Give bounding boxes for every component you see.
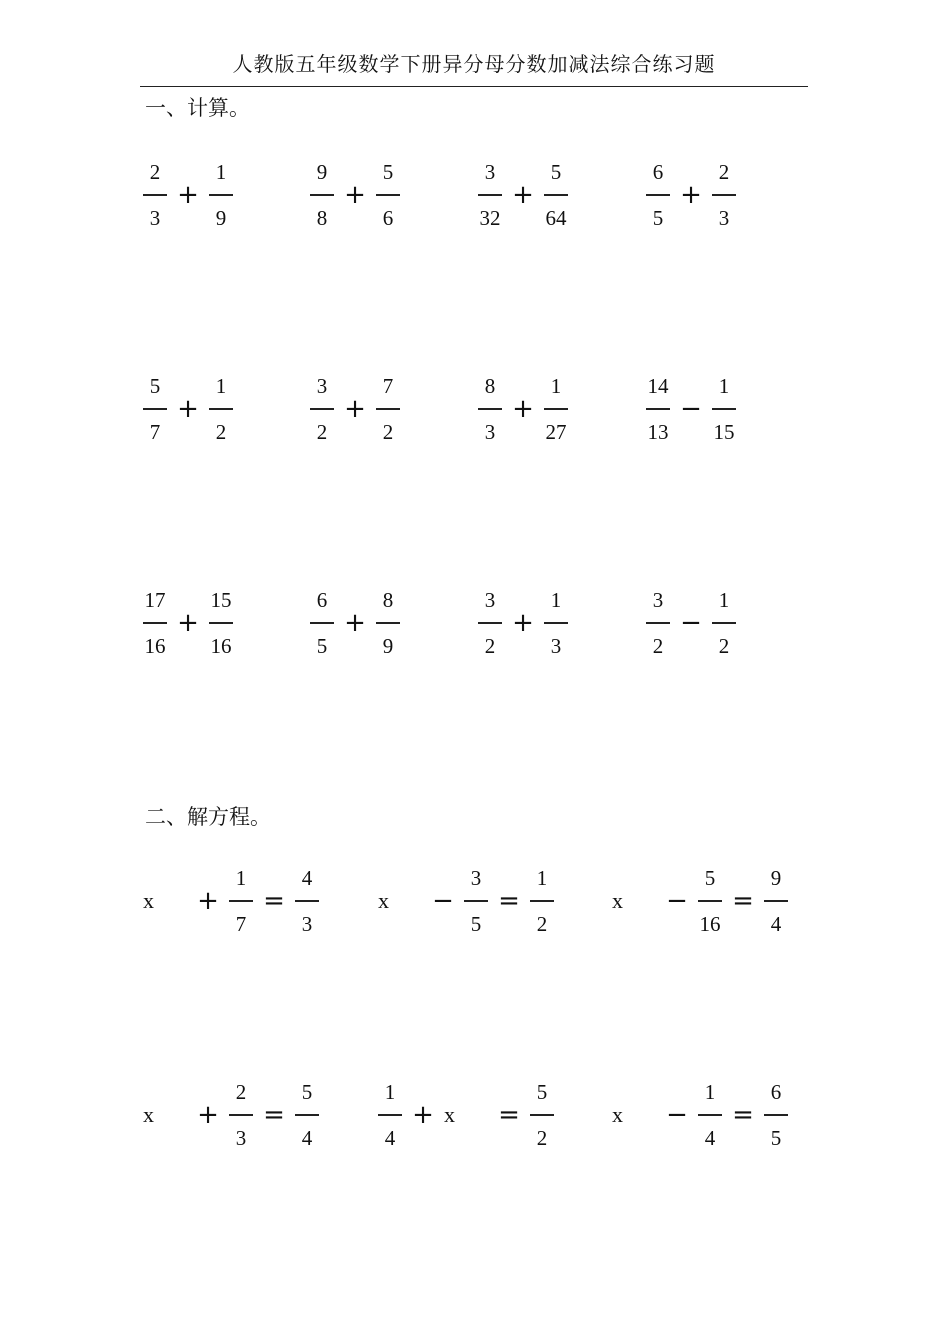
numerator: 3 — [484, 588, 496, 612]
denominator: 3 — [149, 205, 161, 230]
fraction-bar — [209, 194, 233, 196]
calc-problem — [310, 160, 400, 230]
equals-sign: = — [732, 1099, 754, 1130]
fraction-bar — [764, 900, 788, 902]
fraction-left — [478, 588, 502, 658]
calc-problem — [143, 588, 233, 658]
equation — [143, 866, 319, 936]
fraction-right — [712, 160, 736, 230]
equation — [378, 866, 554, 936]
denominator: 3 — [484, 419, 496, 444]
fraction-bar — [698, 1114, 722, 1116]
fraction-bar — [712, 194, 736, 196]
fraction-left — [229, 866, 253, 936]
denominator: 7 — [235, 911, 247, 936]
numerator: 1 — [384, 1080, 396, 1104]
fraction-left — [143, 374, 167, 444]
calc-problem — [310, 374, 400, 444]
variable-x: x — [143, 1101, 154, 1127]
numerator: 2 — [718, 160, 730, 184]
fraction-bar — [209, 408, 233, 410]
fraction-right — [544, 160, 568, 230]
denominator: 7 — [149, 419, 161, 444]
numerator: 3 — [316, 374, 328, 398]
fraction-bar — [229, 900, 253, 902]
equation — [378, 1080, 554, 1150]
fraction-bar — [712, 622, 736, 624]
fraction-left — [310, 374, 334, 444]
equation — [612, 1080, 788, 1150]
denominator: 4 — [770, 911, 782, 936]
fraction-bar — [764, 1114, 788, 1116]
fraction-bar — [530, 1114, 554, 1116]
fraction-bar — [646, 194, 670, 196]
denominator: 2 — [316, 419, 328, 444]
denominator: 2 — [652, 633, 664, 658]
denominator: 4 — [704, 1125, 716, 1150]
equals-sign: = — [263, 1099, 285, 1130]
numerator: 5 — [550, 160, 562, 184]
operator: + — [512, 179, 534, 210]
denominator: 3 — [235, 1125, 247, 1150]
numerator: 5 — [704, 866, 716, 890]
equals-sign: = — [732, 885, 754, 916]
fraction-bar — [310, 194, 334, 196]
numerator: 1 — [550, 374, 562, 398]
fraction-bar — [646, 408, 670, 410]
operator: + — [344, 393, 366, 424]
section-title-equations: 二、解方程。 — [145, 805, 271, 829]
numerator: 17 — [144, 588, 166, 612]
numerator: 8 — [484, 374, 496, 398]
fraction-result — [764, 866, 788, 936]
fraction-result — [295, 866, 319, 936]
numerator: 2 — [235, 1080, 247, 1104]
operator: + — [680, 179, 702, 210]
denominator: 2 — [536, 911, 548, 936]
operator: − — [666, 1099, 688, 1130]
equation — [612, 866, 788, 936]
fraction-left — [478, 160, 502, 230]
fraction-right — [209, 374, 233, 444]
operator: − — [666, 885, 688, 916]
fraction-left — [478, 374, 502, 444]
operator: + — [197, 885, 219, 916]
numerator: 5 — [382, 160, 394, 184]
fraction-bar — [712, 408, 736, 410]
fraction-bar — [376, 408, 400, 410]
denominator: 15 — [713, 419, 735, 444]
variable-x: x — [612, 887, 623, 913]
fraction-result — [530, 1080, 554, 1150]
denominator: 5 — [316, 633, 328, 658]
equation — [143, 1080, 319, 1150]
numerator: 6 — [770, 1080, 782, 1104]
equals-sign: = — [263, 885, 285, 916]
fraction-result — [764, 1080, 788, 1150]
denominator: 9 — [215, 205, 227, 230]
fraction-bar — [376, 622, 400, 624]
denominator: 2 — [484, 633, 496, 658]
numerator: 1 — [215, 374, 227, 398]
numerator: 5 — [536, 1080, 548, 1104]
denominator: 16 — [144, 633, 166, 658]
numerator: 1 — [704, 1080, 716, 1104]
operator: + — [512, 393, 534, 424]
operator: − — [680, 393, 702, 424]
operator: + — [197, 1099, 219, 1130]
fraction-left — [378, 1080, 402, 1150]
fraction-bar — [378, 1114, 402, 1116]
numerator: 6 — [316, 588, 328, 612]
equals-sign: = — [498, 885, 520, 916]
denominator: 27 — [545, 419, 567, 444]
fraction-bar — [310, 622, 334, 624]
fraction-left — [464, 866, 488, 936]
fraction-bar — [295, 900, 319, 902]
fraction-right — [712, 374, 736, 444]
fraction-right — [209, 588, 233, 658]
section-title-calc: 一、计算。 — [145, 96, 250, 120]
operator: + — [177, 179, 199, 210]
denominator: 6 — [382, 205, 394, 230]
variable-x: x — [143, 887, 154, 913]
fraction-bar — [544, 408, 568, 410]
calc-problem — [646, 160, 736, 230]
denominator: 4 — [384, 1125, 396, 1150]
denominator: 2 — [718, 633, 730, 658]
denominator: 13 — [647, 419, 669, 444]
denominator: 4 — [301, 1125, 313, 1150]
fraction-bar — [698, 900, 722, 902]
operator: + — [177, 607, 199, 638]
denominator: 8 — [316, 205, 328, 230]
fraction-left — [698, 866, 722, 936]
numerator: 3 — [484, 160, 496, 184]
denominator: 16 — [699, 911, 721, 936]
numerator: 4 — [301, 866, 313, 890]
header-divider — [140, 86, 808, 87]
numerator: 9 — [316, 160, 328, 184]
fraction-right — [376, 588, 400, 658]
calc-problem — [143, 374, 233, 444]
calc-problem — [478, 160, 568, 230]
numerator: 2 — [149, 160, 161, 184]
fraction-left — [646, 374, 670, 444]
equals-sign: = — [498, 1099, 520, 1130]
variable-x: x — [444, 1101, 455, 1127]
fraction-right — [209, 160, 233, 230]
calc-problem — [143, 160, 233, 230]
fraction-bar — [143, 408, 167, 410]
numerator: 1 — [235, 866, 247, 890]
fraction-bar — [143, 194, 167, 196]
denominator: 2 — [536, 1125, 548, 1150]
denominator: 3 — [718, 205, 730, 230]
fraction-bar — [544, 622, 568, 624]
fraction-bar — [209, 622, 233, 624]
fraction-bar — [376, 194, 400, 196]
calc-problem — [310, 588, 400, 658]
denominator: 5 — [470, 911, 482, 936]
fraction-right — [376, 374, 400, 444]
fraction-bar — [478, 622, 502, 624]
denominator: 5 — [652, 205, 664, 230]
fraction-bar — [143, 622, 167, 624]
fraction-left — [143, 588, 167, 658]
numerator: 3 — [652, 588, 664, 612]
numerator: 14 — [647, 374, 669, 398]
denominator: 2 — [215, 419, 227, 444]
operator: + — [344, 179, 366, 210]
fraction-right — [712, 588, 736, 658]
numerator: 1 — [550, 588, 562, 612]
denominator: 9 — [382, 633, 394, 658]
numerator: 15 — [210, 588, 232, 612]
fraction-left — [646, 588, 670, 658]
numerator: 6 — [652, 160, 664, 184]
calc-problem — [646, 374, 736, 444]
fraction-right — [544, 374, 568, 444]
fraction-left — [229, 1080, 253, 1150]
numerator: 1 — [536, 866, 548, 890]
calc-problem — [646, 588, 736, 658]
denominator: 64 — [545, 205, 567, 230]
numerator: 8 — [382, 588, 394, 612]
denominator: 16 — [210, 633, 232, 658]
fraction-bar — [478, 194, 502, 196]
fraction-result — [295, 1080, 319, 1150]
fraction-bar — [646, 622, 670, 624]
fraction-right — [376, 160, 400, 230]
calc-problem — [478, 588, 568, 658]
operator: − — [680, 607, 702, 638]
operator: + — [412, 1099, 434, 1130]
fraction-bar — [310, 408, 334, 410]
fraction-bar — [229, 1114, 253, 1116]
operator: + — [177, 393, 199, 424]
numerator: 7 — [382, 374, 394, 398]
variable-x: x — [612, 1101, 623, 1127]
fraction-left — [143, 160, 167, 230]
fraction-bar — [544, 194, 568, 196]
fraction-bar — [295, 1114, 319, 1116]
fraction-left — [646, 160, 670, 230]
fraction-bar — [478, 408, 502, 410]
page-title: 人教版五年级数学下册异分母分数加减法综合练习题 — [232, 52, 716, 76]
denominator: 32 — [479, 205, 501, 230]
numerator: 1 — [718, 374, 730, 398]
denominator: 3 — [301, 911, 313, 936]
fraction-right — [544, 588, 568, 658]
denominator: 3 — [550, 633, 562, 658]
calc-problem — [478, 374, 568, 444]
numerator: 5 — [149, 374, 161, 398]
operator: + — [344, 607, 366, 638]
fraction-left — [310, 160, 334, 230]
fraction-result — [530, 866, 554, 936]
numerator: 3 — [470, 866, 482, 890]
numerator: 9 — [770, 866, 782, 890]
numerator: 1 — [718, 588, 730, 612]
fraction-bar — [464, 900, 488, 902]
numerator: 1 — [215, 160, 227, 184]
operator: − — [432, 885, 454, 916]
fraction-left — [698, 1080, 722, 1150]
denominator: 2 — [382, 419, 394, 444]
denominator: 5 — [770, 1125, 782, 1150]
variable-x: x — [378, 887, 389, 913]
fraction-bar — [530, 900, 554, 902]
numerator: 5 — [301, 1080, 313, 1104]
fraction-left — [310, 588, 334, 658]
operator: + — [512, 607, 534, 638]
